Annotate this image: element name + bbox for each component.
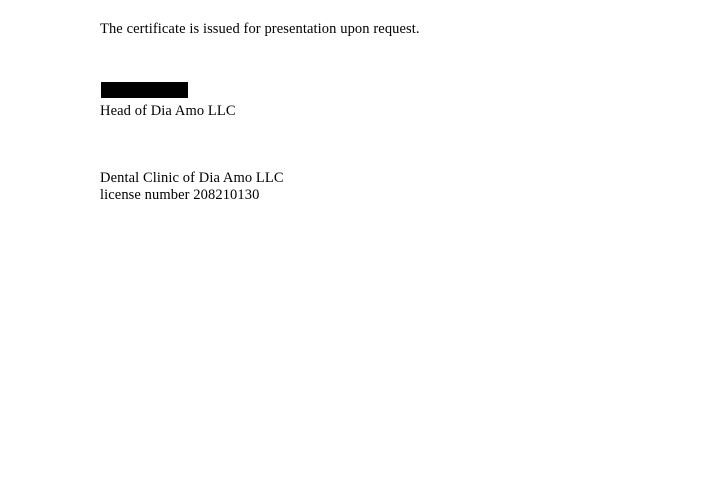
redacted-name-bar: [101, 82, 188, 98]
clinic-name-text: Dental Clinic of Dia Amo LLC: [100, 170, 284, 186]
signatory-title-text: Head of Dia Amo LLC: [100, 103, 236, 119]
license-number-text: license number 208210130: [100, 187, 260, 203]
certificate-statement-text: The certificate is issued for presentation upon request.: [100, 21, 420, 37]
